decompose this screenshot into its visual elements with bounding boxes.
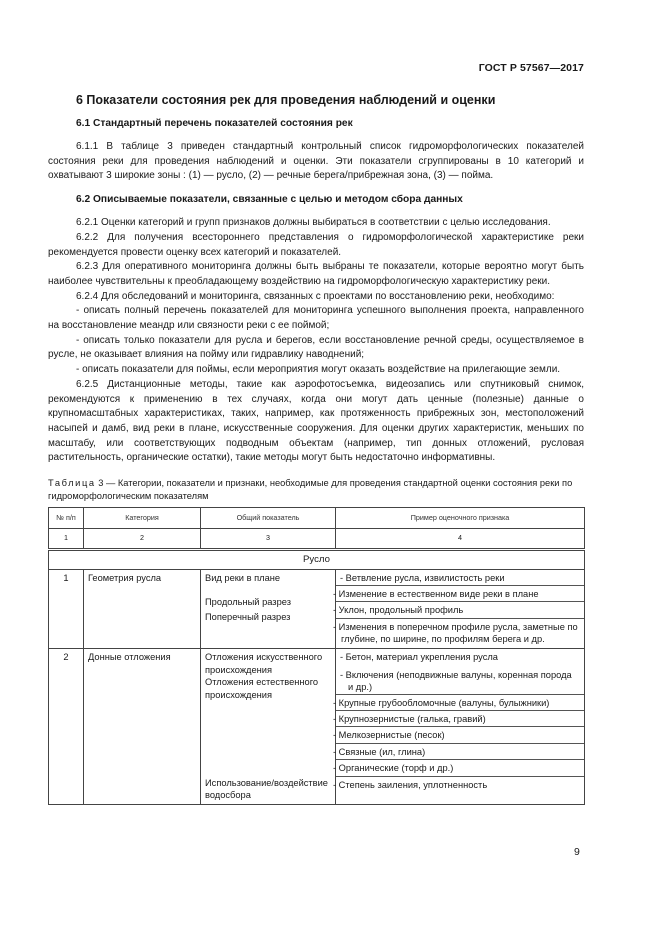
- indicator-text: Продольный разрез: [205, 596, 291, 607]
- indicator-text: Отложения искусственного происхождения: [205, 652, 323, 675]
- example-item: - Крупные грубообломочные (валуны, булыжники): [336, 694, 584, 710]
- paragraph-6-2-1: 6.2.1 Оценки категорий и групп признаков должны выбираться в соответствии с целью исследования.: [76, 217, 551, 229]
- table-row: [49, 649, 585, 804]
- column-number: 2: [84, 529, 201, 549]
- example-item: - Крупнозернистые (галька, гравий): [336, 710, 584, 726]
- page-number: 9: [574, 846, 580, 858]
- example-item: - Бетон, материал укрепления русла: [340, 652, 498, 663]
- indicator-text: Использование/воздействие водосбора: [205, 777, 328, 801]
- column-header: № п/п: [49, 508, 84, 529]
- list-item: - описать показатели для поймы, если мероприятия могут оказать воздействие на прилегающие земли.: [76, 364, 561, 376]
- table-caption-label: Таблица: [48, 478, 96, 489]
- indicator-cell: [201, 649, 336, 804]
- list-item: - описать только показатели для русла и берегов, если восстановление речной среды, осуществляемое в русле, не оказывает влияния на пойму или гидравлику наводнений;: [48, 334, 584, 361]
- section-row-label: Русло: [49, 549, 585, 569]
- document-body: [48, 92, 584, 805]
- category-cell: Донные отложения: [84, 649, 201, 804]
- section-row: [49, 549, 585, 569]
- section-6-title: 6 Показатели состояния рек для проведения наблюдений и оценки: [76, 93, 496, 107]
- column-header: Категория: [84, 508, 201, 529]
- table-row: [49, 570, 585, 649]
- example-item: - Степень заиления, уплотненность: [336, 776, 584, 792]
- paragraph-6-1-1: 6.1.1 В таблице 3 приведен стандартный контрольный список гидроморфологических показателей состояния реки для проведения наблюдений и оценки. Эти показатели сгруппированы в 10 категорий и охватывают 3 широкие зоны : (1) — русло, (2) — речные берега/прибрежная зона, (3) — пойма.: [48, 141, 584, 182]
- paragraph-6-2-4: 6.2.4 Для обследований и мониторинга, связанных с проектами по восстановлению реки, необходимо:: [76, 290, 555, 302]
- example-item: - Органические (торф и др.): [336, 759, 584, 775]
- example-item: - Уклон, продольный профиль: [336, 601, 584, 617]
- indicator-cell: [201, 570, 336, 649]
- example-item: - Изменение в естественном виде реки в плане: [336, 585, 584, 601]
- indicator-text: Отложения естественного происхождения: [205, 677, 319, 700]
- row-number: 2: [49, 649, 84, 804]
- example-item: - Изменения в поперечном профиле русла, заметные по глубине, по ширине, по профилям берега и др.: [336, 618, 584, 647]
- column-number: 3: [201, 529, 336, 549]
- column-number-row: [49, 529, 585, 549]
- example-item: - Связные (ил, глина): [336, 743, 584, 759]
- column-number: 1: [49, 529, 84, 549]
- table-header-row: [49, 508, 585, 529]
- indicator-text: Вид реки в плане: [205, 573, 281, 584]
- paragraph-6-2-2: 6.2.2 Для получения всестороннего представления о гидроморфологической характеристике реки рекомендуется провести оценку всех категорий и показателей.: [48, 231, 584, 258]
- indicator-text: Поперечный разрез: [205, 612, 291, 623]
- table-caption-text: 3 — Категории, показатели и признаки, необходимые для проведения стандартной оценки состояния реки по гидроморфологическим показателям: [48, 478, 573, 501]
- example-cell: [333, 570, 585, 649]
- column-number: 4: [336, 529, 585, 549]
- row-number: 1: [49, 570, 84, 649]
- table-3: [48, 507, 585, 805]
- column-header: Пример оценочного признака: [336, 508, 585, 529]
- example-item: - Включения (неподвижные валуны, коренная порода и др.): [340, 669, 572, 693]
- table-caption: [48, 477, 584, 502]
- paragraph-6-2-5: 6.2.5 Дистанционные методы, такие как аэрофотосъемка, видеозапись или спутниковый снимок, рекомендуются к применению в тех случаях, когда они могут дать ценные (полезные) данные о крупномасштабных характеристиках, таких, например, как протяженность прибрежных зон, местоположений насыпей и дамб, вид реки в плане, искусственные сооружения. Для оценки других характеристик, меньших по масштабу, или соответствующих подводным объектам (например, тип донных отложений, русловая растительность, органические остатки), такие методы могут быть недостаточно информативны.: [48, 378, 584, 464]
- paragraph-6-2-3: 6.2.3 Для оперативного мониторинга должны быть выбраны те показатели, которые вероятно могут быть наиболее чувствительны к преобладающему воздействию на гидроморфологическую характеристику реки.: [48, 261, 584, 287]
- standard-number: ГОСТ Р 57567—2017: [478, 62, 584, 74]
- list-item: - описать полный перечень показателей для мониторинга успешного выполнения проекта, направленного на восстановление меандр или связности реки с ее поймой;: [48, 305, 584, 332]
- column-header: Общий показатель: [201, 508, 336, 529]
- example-cell: [333, 649, 585, 804]
- section-6-1-title: 6.1 Стандартный перечень показателей состояния рек: [76, 118, 353, 129]
- section-6-2-title: 6.2 Описываемые показатели, связанные с целью и методом сбора данных: [76, 194, 463, 206]
- example-item: - Мелкозернистые (песок): [336, 726, 584, 742]
- example-item: - Ветвление русла, извилистость реки: [340, 573, 505, 584]
- category-cell: Геометрия русла: [84, 570, 201, 649]
